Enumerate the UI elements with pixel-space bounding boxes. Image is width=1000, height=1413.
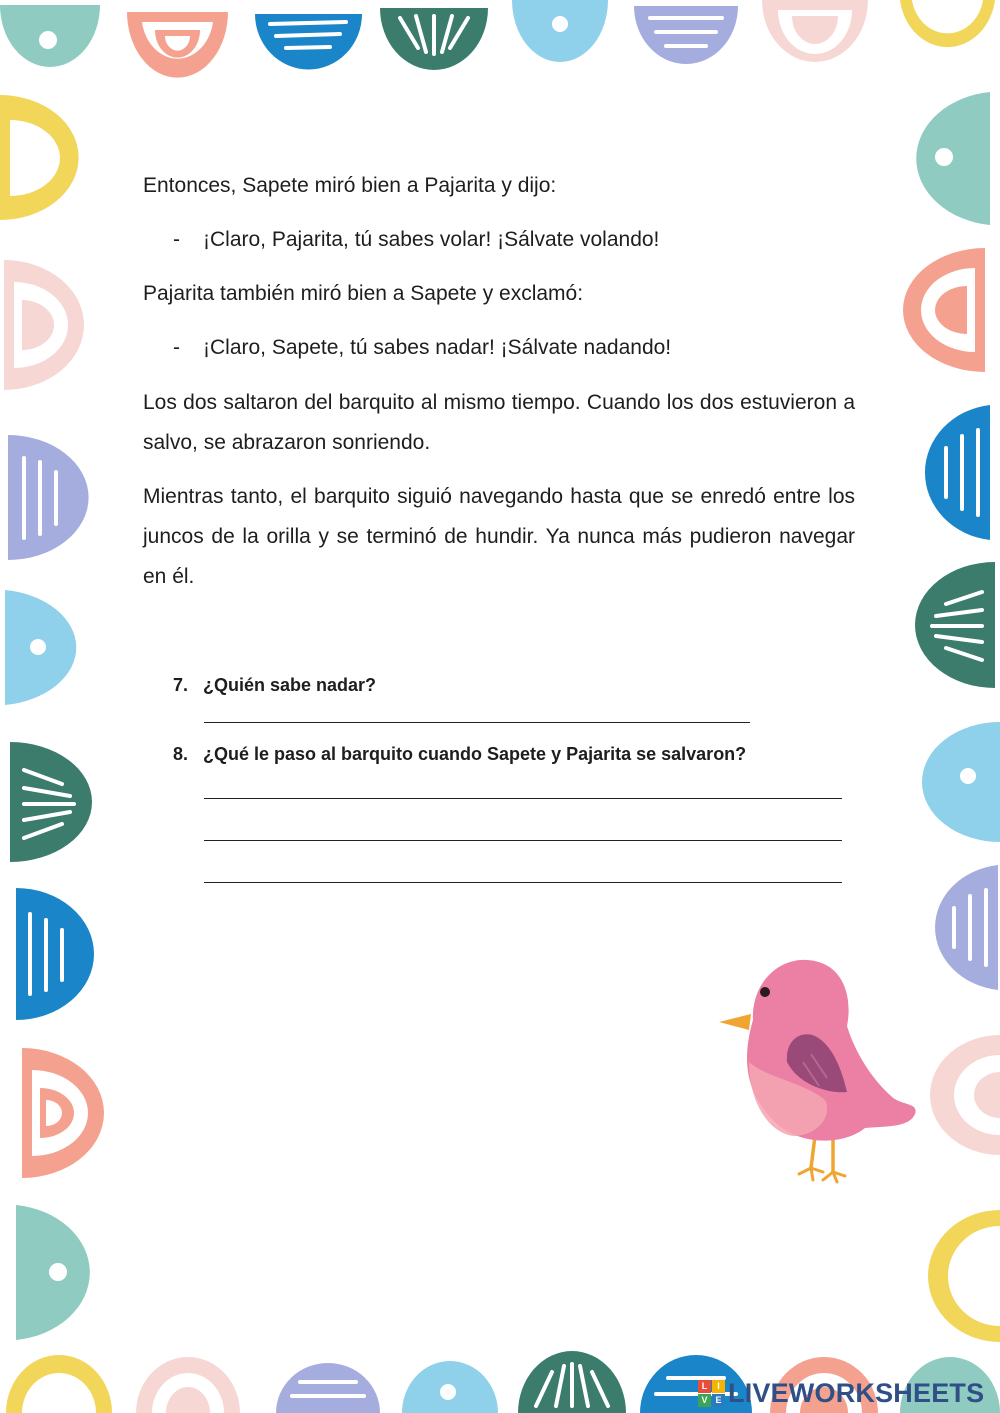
bird-legs xyxy=(799,1136,845,1182)
logo-letter: L xyxy=(698,1380,711,1393)
dialogue-line-1 xyxy=(143,220,659,260)
answer-line-8b[interactable] xyxy=(204,840,842,841)
border-shape-top-6 xyxy=(634,6,738,64)
story-paragraph-4: Mientras tanto, el barquito siguió navegando hasta que se enredó entre los juncos de la orilla y se terminó de hundir. Ya nunca más pudieron navegar en él. xyxy=(143,485,855,588)
border-shape-bottom-1 xyxy=(6,1355,112,1413)
question-8-number: 8. xyxy=(173,744,189,764)
story-paragraph-2: Pajarita también miró bien a Sapete y exclamó: xyxy=(143,282,584,305)
border-shape-top-8 xyxy=(900,0,995,47)
border-shape-top-5 xyxy=(512,0,608,62)
border-shape-bottom-2 xyxy=(136,1357,240,1413)
pink-bird-illustration xyxy=(715,950,925,1190)
question-7-number: 7. xyxy=(173,675,189,695)
border-shape-left-7 xyxy=(22,1048,104,1178)
logo-letter: E xyxy=(712,1394,725,1407)
border-shape-right-3 xyxy=(925,405,990,540)
border-shape-top-7 xyxy=(762,0,868,62)
logo-letter: I xyxy=(712,1380,725,1393)
dialogue-line-2 xyxy=(143,328,671,368)
liveworksheets-watermark xyxy=(698,1378,984,1408)
border-shape-top-1 xyxy=(0,5,100,67)
liveworksheets-text: LIVEWORKSHEETS xyxy=(728,1377,985,1408)
dialogue-text-1: ¡Claro, Pajarita, tú sabes volar! ¡Sálvate volando! xyxy=(203,228,660,251)
border-shape-top-2 xyxy=(127,12,228,78)
border-shape-top-4 xyxy=(380,8,488,70)
border-shape-right-4 xyxy=(915,562,995,688)
border-shape-right-2 xyxy=(903,248,985,372)
logo-letter: V xyxy=(698,1394,711,1407)
liveworksheets-logo xyxy=(698,1380,725,1407)
border-shape-right-5 xyxy=(922,722,1000,842)
bird-beak xyxy=(719,1014,751,1030)
border-shape-left-5 xyxy=(10,742,92,862)
border-shape-top-3 xyxy=(255,14,362,70)
border-shape-left-3 xyxy=(8,435,89,560)
border-shape-left-4 xyxy=(5,590,76,705)
border-shape-right-7 xyxy=(930,1035,1000,1155)
answer-line-7[interactable] xyxy=(204,722,750,723)
border-shape-left-6 xyxy=(16,888,94,1020)
border-shape-bottom-4 xyxy=(402,1361,498,1413)
dialogue-text-2: ¡Claro, Sapete, tú sabes nadar! ¡Sálvate nadando! xyxy=(203,336,672,359)
question-7-text: ¿Quién sabe nadar? xyxy=(203,675,377,695)
dialogue-dash: - xyxy=(173,228,180,251)
border-shape-right-1 xyxy=(916,92,990,225)
question-8-text: ¿Qué le paso al barquito cuando Sapete y Pajarita se salvaron? xyxy=(203,744,747,764)
bird-eye xyxy=(760,987,770,997)
border-shape-right-6 xyxy=(935,865,998,990)
story-paragraph-3: Los dos saltaron del barquito al mismo tiempo. Cuando los dos estuvieron a salvo, se abrazaron sonriendo. xyxy=(143,391,855,454)
border-shape-bottom-3 xyxy=(276,1363,380,1413)
question-8 xyxy=(173,742,746,766)
answer-line-8c[interactable] xyxy=(204,882,842,883)
border-shape-bottom-5 xyxy=(518,1351,626,1413)
border-shape-right-8 xyxy=(928,1210,1000,1342)
border-shape-left-8 xyxy=(16,1205,90,1340)
answer-line-8a[interactable] xyxy=(204,798,842,799)
dialogue-dash: - xyxy=(173,336,180,359)
border-shape-left-2 xyxy=(4,260,84,390)
story-paragraph-1: Entonces, Sapete miró bien a Pajarita y dijo: xyxy=(143,174,557,197)
question-7 xyxy=(173,673,376,697)
border-shape-left-1 xyxy=(0,95,79,220)
